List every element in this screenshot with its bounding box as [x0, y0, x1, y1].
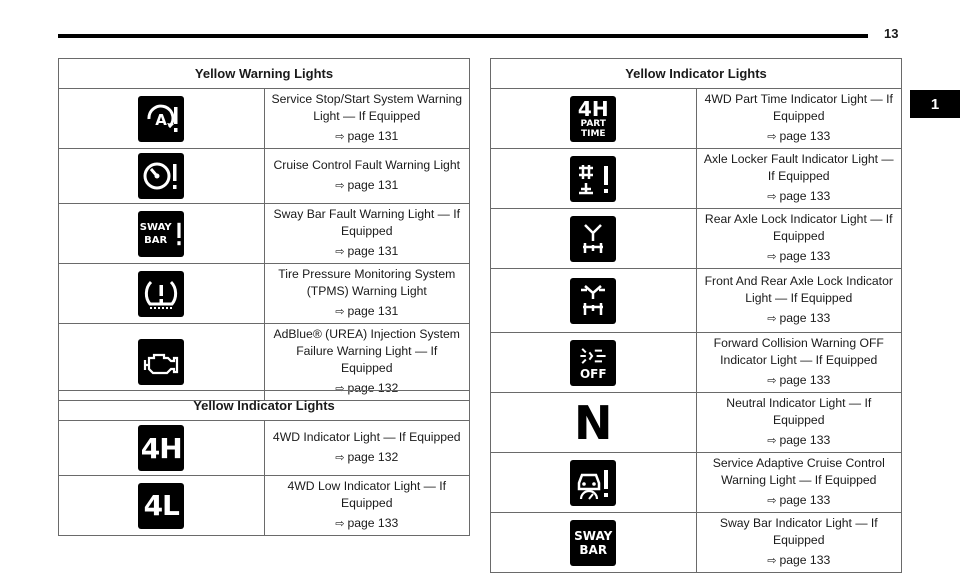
- table-row: [59, 264, 470, 324]
- page-reference-link[interactable]: page 132: [347, 450, 399, 464]
- row-text: Forward Collision Warning OFF Indicator Light — If Equipped: [713, 336, 884, 367]
- page-reference-link[interactable]: page 131: [347, 178, 399, 192]
- page-reference-link[interactable]: page 132: [347, 381, 399, 395]
- row-text: Axle Locker Fault Indicator Light — If Equipped: [703, 152, 894, 183]
- row-text: Service Stop/Start System Warning Light — If Equipped: [271, 92, 463, 123]
- arrow-right-icon: ⇨: [335, 383, 345, 395]
- adblue-engine-icon: [138, 339, 184, 385]
- table-row: [491, 149, 902, 209]
- row-text: Tire Pressure Monitoring System (TPMS) Warning Light: [278, 267, 456, 298]
- yellow-indicator-lights-table-right: [490, 58, 902, 573]
- page-reference-link[interactable]: page 133: [779, 553, 831, 567]
- sway-bar-indicator-icon: SWAY BAR: [570, 520, 616, 566]
- page-reference-link[interactable]: page 133: [779, 249, 831, 263]
- row-text: Sway Bar Fault Warning Light — If Equipped: [273, 207, 460, 238]
- header-rule: [58, 34, 868, 38]
- page-reference-link[interactable]: page 131: [347, 244, 399, 258]
- axle-locker-fault-icon: [570, 156, 616, 202]
- page-reference-link[interactable]: page 133: [779, 373, 831, 387]
- adaptive-cruise-warning-icon: [570, 460, 616, 506]
- table-title: Yellow Indicator Lights: [59, 391, 470, 421]
- 4l-icon: 4L: [138, 483, 184, 529]
- table-title: Yellow Indicator Lights: [491, 59, 902, 89]
- arrow-right-icon: ⇨: [335, 131, 345, 143]
- page-reference-link[interactable]: page 133: [347, 516, 399, 530]
- table-row: [491, 89, 902, 149]
- front-rear-axle-lock-icon: [570, 278, 616, 324]
- table-row: [59, 89, 470, 149]
- table-row: [59, 149, 470, 204]
- sway-bar-fault-icon: SWAY BAR: [138, 211, 184, 257]
- cruise-control-fault-icon: [138, 153, 184, 199]
- page-reference-link[interactable]: page 133: [779, 129, 831, 143]
- 4h-part-time-icon: 4H PART TIME: [570, 96, 616, 142]
- table-row: [59, 204, 470, 264]
- page-reference-link[interactable]: page 133: [779, 311, 831, 325]
- arrow-right-icon: ⇨: [767, 313, 777, 325]
- yellow-warning-lights-table: [58, 58, 470, 401]
- arrow-right-icon: ⇨: [767, 131, 777, 143]
- row-text: Front And Rear Axle Lock Indicator Light — If Equipped: [704, 274, 893, 305]
- row-text: Sway Bar Indicator Light — If Equipped: [719, 516, 878, 547]
- table-row: [491, 453, 902, 513]
- table-row: [491, 513, 902, 573]
- arrow-right-icon: ⇨: [335, 246, 345, 258]
- table-row: [59, 476, 470, 536]
- start-stop-warning-icon: [138, 96, 184, 142]
- row-text: Rear Axle Lock Indicator Light — If Equipped: [704, 212, 893, 243]
- table-row: [491, 393, 902, 453]
- table-title: Yellow Warning Lights: [59, 59, 470, 89]
- rear-axle-lock-icon: [570, 216, 616, 262]
- row-text: 4WD Low Indicator Light — If Equipped: [287, 479, 446, 510]
- arrow-right-icon: ⇨: [335, 518, 345, 530]
- arrow-right-icon: ⇨: [335, 306, 345, 318]
- neutral-icon: N: [574, 395, 613, 450]
- arrow-right-icon: ⇨: [767, 251, 777, 263]
- table-row: [491, 269, 902, 333]
- row-text: AdBlue® (UREA) Injection System Failure Warning Light — If Equipped: [273, 327, 460, 375]
- page-reference-link[interactable]: page 131: [347, 129, 399, 143]
- row-text: 4WD Part Time Indicator Light — If Equipped: [704, 92, 893, 123]
- arrow-right-icon: ⇨: [767, 495, 777, 507]
- arrow-right-icon: ⇨: [767, 191, 777, 203]
- table-row: [491, 333, 902, 393]
- yellow-indicator-lights-table-left: [58, 390, 470, 536]
- arrow-right-icon: ⇨: [335, 180, 345, 192]
- table-row: [59, 421, 470, 476]
- arrow-right-icon: ⇨: [335, 452, 345, 464]
- row-text: 4WD Indicator Light — If Equipped: [272, 430, 461, 444]
- arrow-right-icon: ⇨: [767, 375, 777, 387]
- row-text: Cruise Control Fault Warning Light: [273, 158, 460, 172]
- 4h-icon: 4H: [138, 425, 184, 471]
- row-text: Service Adaptive Cruise Control Warning Light — If Equipped: [712, 456, 885, 487]
- table-row: [59, 324, 470, 401]
- chapter-tab: 1: [910, 90, 960, 118]
- table-row: [491, 209, 902, 269]
- tpms-warning-icon: [138, 271, 184, 317]
- fcw-off-icon: OFF: [570, 340, 616, 386]
- arrow-right-icon: ⇨: [767, 555, 777, 567]
- page-reference-link[interactable]: page 133: [779, 493, 831, 507]
- page-reference-link[interactable]: page 131: [347, 304, 399, 318]
- page-number: 13: [884, 26, 899, 41]
- svg-text:A: A: [155, 110, 168, 129]
- arrow-right-icon: ⇨: [767, 435, 777, 447]
- page-reference-link[interactable]: page 133: [779, 189, 831, 203]
- page-reference-link[interactable]: page 133: [779, 433, 831, 447]
- row-text: Neutral Indicator Light — If Equipped: [726, 396, 872, 427]
